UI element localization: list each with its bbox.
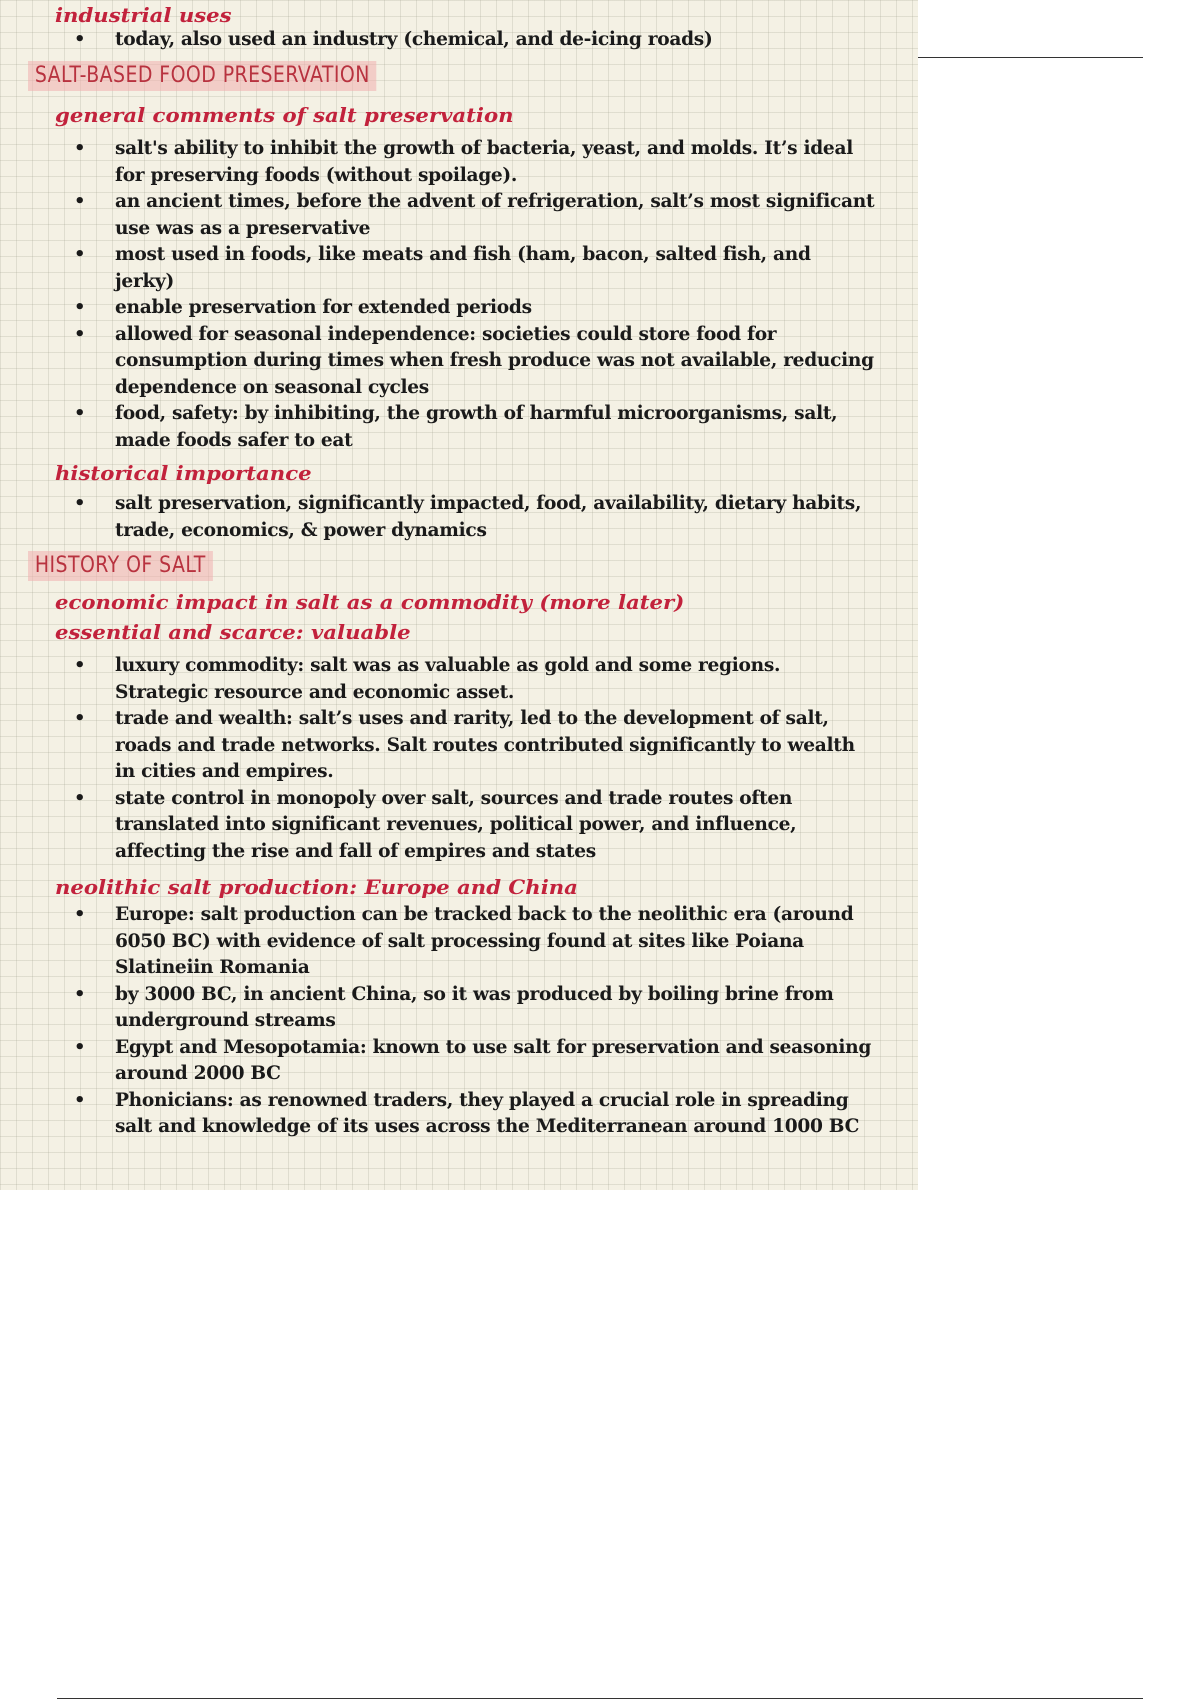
bullet-icon: • [74, 323, 86, 345]
heading-salt-based-food-preservation: SALT-BASED FOOD PRESERVATION [28, 61, 377, 91]
bullet-icon: • [74, 1089, 86, 1111]
subheading-general-comments: general comments of salt preservation [55, 103, 514, 127]
neolithic-list [0, 902, 900, 1141]
essential-scarce-list [0, 653, 900, 865]
subheading-economic-impact: economic impact in salt as a commodity (more later) [55, 590, 685, 614]
list-item: • salt preservation, significantly impacted, food, availability, dietary habits, trade, economics, & power dynamics [74, 493, 862, 541]
list-item: • allowed for seasonal independence: societies could store food for consumption during times when fresh produce was not available, reducing dependence on seasonal cycles [74, 323, 874, 398]
bullet-icon: • [74, 904, 86, 925]
bullet-icon: • [74, 403, 86, 424]
subheading-historical-importance: historical importance [55, 461, 312, 485]
list-item: • Europe: salt production can be tracked back to the neolithic era (around 6050 BC) with evidence of salt processing found at sites like Poiana Slatineiin Romania [74, 904, 854, 978]
bullet-icon: • [74, 1036, 86, 1058]
bullet-icon: • [74, 29, 86, 50]
list-item: • Egypt and Mesopotamia: known to use salt for preservation and seasoning around 2000 BC [74, 1036, 872, 1084]
list-item: • state control in monopoly over salt, sources and trade routes often translated into significant revenues, political power, and influence, affecting the rise and fall of empires and states [74, 787, 797, 862]
divider-line-top [918, 57, 1143, 58]
bullet-icon: • [74, 708, 86, 729]
bullet-icon: • [74, 787, 86, 809]
list-item: • by 3000 BC, in ancient China, so it was produced by boiling brine from underground streams [74, 983, 834, 1031]
list-item: • food, safety: by inhibiting, the growth of harmful microorganisms, salt, made foods safer to eat [74, 403, 838, 451]
bullet-icon: • [74, 191, 86, 212]
list-item: • trade and wealth: salt’s uses and rarity, led to the development of salt, roads and trade networks. Salt routes contributed significantly to wealth in cities and empires. [74, 708, 855, 782]
subheading-industrial-uses: industrial uses [55, 3, 232, 27]
general-comments-list [0, 136, 900, 454]
bullet-icon: • [74, 655, 86, 676]
list-item: • salt's ability to inhibit the growth of bacteria, yeast, and molds. It’s ideal for preserving foods (without spoilage). [74, 138, 853, 186]
bullet-icon: • [74, 493, 86, 514]
list-item: • today, also used an industry (chemical, and de-icing roads) [0, 27, 900, 54]
list-item: • enable preservation for extended periods [0, 295, 900, 322]
bullet-icon: • [74, 244, 86, 265]
divider-line-bottom [57, 1698, 1143, 1699]
bullet-icon: • [74, 138, 86, 159]
subheading-neolithic-salt-production: neolithic salt production: Europe and China [55, 875, 578, 899]
list-item: • an ancient times, before the advent of refrigeration, salt’s most significant use was as a preservative [74, 191, 875, 239]
list-item: • most used in foods, like meats and fish (ham, bacon, salted fish, and jerky) [74, 244, 811, 292]
heading-history-of-salt: HISTORY OF SALT [28, 551, 213, 581]
bullet-icon: • [74, 297, 86, 318]
list-item: • Phonicians: as renowned traders, they played a crucial role in spreading salt and knowledge of its uses across the Mediterranean around 1000 BC [74, 1089, 860, 1137]
historical-importance-list [0, 491, 900, 544]
subheading-essential-and-scarce: essential and scarce: valuable [55, 620, 411, 644]
industrial-list [0, 27, 900, 54]
list-item: • luxury commodity: salt was as valuable as gold and some regions. Strategic resource and economic asset. [74, 655, 781, 703]
bullet-icon: • [74, 983, 86, 1005]
